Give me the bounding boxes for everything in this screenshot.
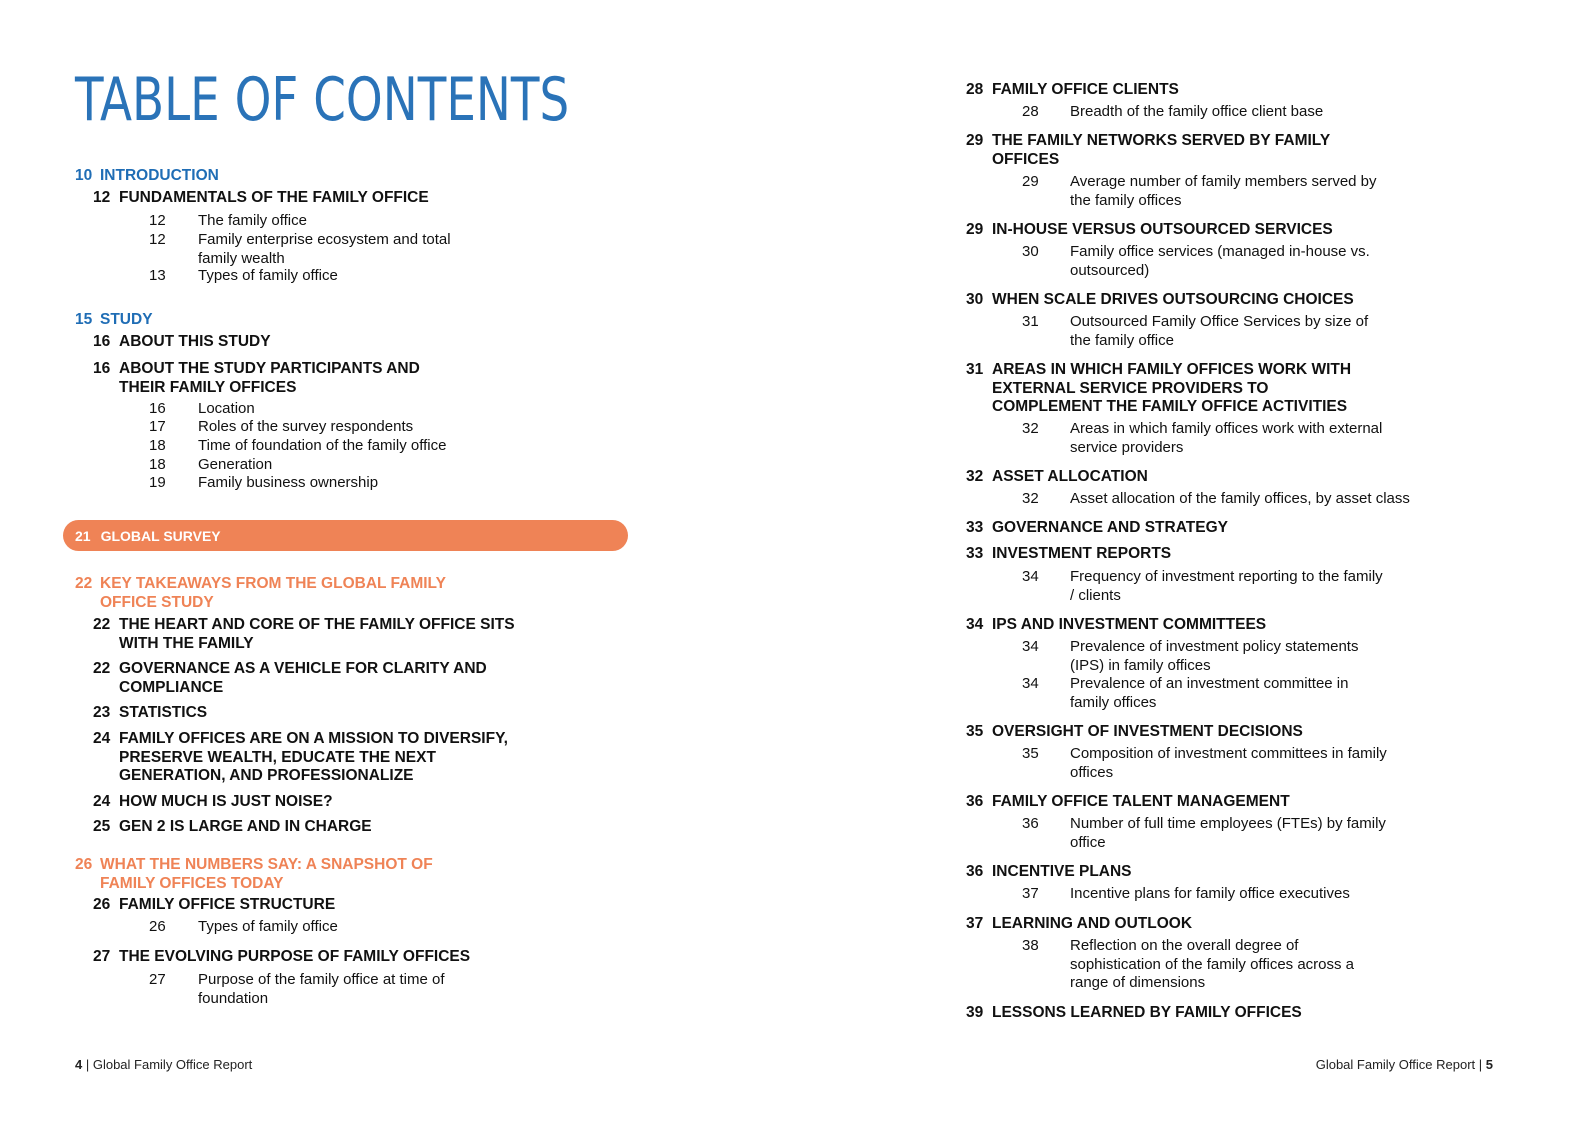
footer-text: | Global Family Office Report [85, 1057, 253, 1072]
footer-left [75, 1057, 252, 1072]
section-banner-global-survey[interactable]: 21 GLOBAL SURVEY [63, 520, 628, 551]
page-title: TABLE OF CONTENTS [75, 65, 570, 135]
left-page: TABLE OF CONTENTS 10 INTRODUCTION 12 FUNDAMENTALS OF THE FAMILY OFFICE 12 The family office 12 Family enterprise ecosystem and total family wealth 13 Types of family office 15 STUDY 16 ABOUT THIS STUDY 16 ABOUT THE STUDY PARTICIPANTS AND THEIR FAMILY OFFICES 16 Location 17 Roles of the survey respondents 18 Time of foundation of the family office 18 Generation 19 Family business ownership 21 GLOBAL SURVEY 22 KEY TAKEAWAYS FROM THE GLOBAL FAMILY OFFICE STUDY 22 THE HEART AND CORE OF THE FAMILY OFFICE SITS WITH THE FAMILY 22 GOVERNANCE AS A VEHICLE FOR CLARITY AND COMPLIANCE 23 STATISTICS 24 FAMILY OFFICES ARE ON A MISSION TO DIVERSIFY, PRESERVE WEALTH, EDUCATE THE NEXT GENERATION, AND PROFESSIONALIZE 24 HOW MUCH IS JUST NOISE? 25 GEN 2 IS LARGE AND IN CHARGE 26 WHAT THE NUMBERS SAY: A SNAPSHOT OF FAMILY OFFICES TODAY 26 FAMILY OFFICE STRUCTURE 26 Types of family office 27 THE EVOLVING PURPOSE OF FAMILY OFFICES 27 Purpose of the family office at time of foundation 4 | Global Family Office Report [0, 0, 793, 1121]
footer-right [1316, 1057, 1493, 1072]
right-page: 28 FAMILY OFFICE CLIENTS 28 Breadth of the family office client base 29 THE FAMILY NETWORKS SERVED BY FAMILY OFFICES 29 Average number of family members served by the family offices 29 IN-HOUSE VERSUS OUTSOURCED SERVICES 30 Family office services (managed in-house vs. outsourced) 30 WHEN SCALE DRIVES OUTSOURCING CHOICES 31 Outsourced Family Office Services by size of the family office 31 AREAS IN WHICH FAMILY OFFICES WORK WITH EXTERNAL SERVICE PROVIDERS TO COMPLEMENT THE FAMILY OFFICE ACTIVITIES 32 Areas in which family offices work with external service providers 32 ASSET ALLOCATION 32 Asset allocation of the family offices, by asset class 33 GOVERNANCE AND STRATEGY 33 INVESTMENT REPORTS 34 Frequency of investment reporting to the family / clients 34 IPS AND INVESTMENT COMMITTEES 34 Prevalence of investment policy statements (IPS) in family offices 34 Prevalence of an investment committee in family offices 35 OVERSIGHT OF INVESTMENT DECISIONS 35 Composition of investment committees in family offices 36 FAMILY OFFICE TALENT MANAGEMENT 36 Number of full time employees (FTEs) by family office 36 INCENTIVE PLANS 37 Incentive plans for family office executives 37 LEARNING AND OUTLOOK 38 Reflection on the overall degree of sophistication of the family offices across a range of dimensions 39 LESSONS LEARNED BY FAMILY OFFICES Global Family Office Report | 5 [966, 81, 1493, 1072]
footer-text: Global Family Office Report | [1315, 1057, 1483, 1072]
page-number: 4 [75, 1057, 83, 1072]
page-number: 5 [1485, 1057, 1493, 1072]
